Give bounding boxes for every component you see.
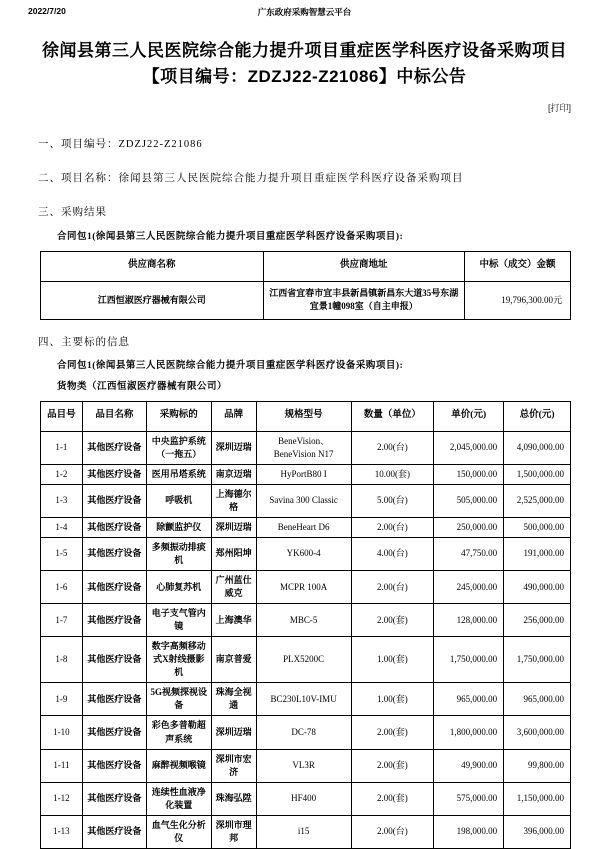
- table-cell: 1-11: [41, 749, 83, 782]
- table-cell: 深圳市理邦: [211, 815, 256, 848]
- table-cell: 1.00(套): [351, 683, 434, 716]
- table-cell: 广州蓝仕威克: [211, 571, 256, 604]
- header-row: [41, 251, 571, 281]
- table-cell: 除颤监护仪: [146, 517, 211, 537]
- table-cell: 2.00(套): [351, 716, 434, 749]
- table-cell: MCPR 100A: [256, 571, 351, 604]
- table-row: [41, 431, 571, 464]
- table-cell: 1-6: [41, 571, 83, 604]
- table-cell: 2,045,000.00: [434, 431, 504, 464]
- table-cell: 1-3: [41, 484, 83, 517]
- table-cell: 4.00(台): [351, 537, 434, 570]
- result-table-head: [41, 251, 571, 281]
- header-cell: 品目名称: [82, 401, 146, 431]
- items-table: [40, 401, 571, 849]
- table-cell: DC-78: [256, 716, 351, 749]
- table-cell: 1-5: [41, 537, 83, 570]
- table-cell: 505,000.00: [434, 484, 504, 517]
- table-cell: 连续性血液净化装置: [146, 782, 211, 815]
- table-cell: 中央监护系统（一拖五）: [146, 431, 211, 464]
- section-main-info-heading: 四、主要标的信息: [38, 336, 130, 348]
- table-cell: 1-9: [41, 683, 83, 716]
- table-cell: 1-10: [41, 716, 83, 749]
- table-cell: HyPortB80 I: [256, 464, 351, 484]
- table-cell: 490,000.00: [504, 571, 571, 604]
- table-cell: 呼吸机: [146, 484, 211, 517]
- header-cell: 供应商地址: [263, 251, 464, 281]
- table-cell: 1,150,000.00: [504, 782, 571, 815]
- table-cell: 其他医疗设备: [82, 782, 146, 815]
- table-cell: 其他医疗设备: [82, 464, 146, 484]
- print-link-row: [0, 101, 609, 114]
- table-cell: 3,600,000.00: [504, 716, 571, 749]
- table-cell: 彩色多普勒超声系统: [146, 716, 211, 749]
- table-cell: 南京普爱: [211, 637, 256, 683]
- table-cell: 其他医疗设备: [82, 815, 146, 848]
- table-row: [41, 637, 571, 683]
- table-cell: 其他医疗设备: [82, 517, 146, 537]
- table-cell: PLX5200C: [256, 637, 351, 683]
- table-row: [41, 537, 571, 570]
- table-cell: MBC-5: [256, 604, 351, 637]
- table-cell: 医用吊塔系统: [146, 464, 211, 484]
- table-cell: 南京迈瑞: [211, 464, 256, 484]
- table-row: [41, 815, 571, 848]
- table-cell: 2.00(台): [351, 571, 434, 604]
- section-project-number: 一、项目编号：ZDZJ22-Z21086: [38, 138, 203, 150]
- table-cell: 2.00(台): [351, 517, 434, 537]
- header-cell: 供应商名称: [41, 251, 264, 281]
- table-cell: Savina 300 Classic: [256, 484, 351, 517]
- print-button[interactable]: [打印]: [547, 102, 571, 113]
- table-cell: 1-2: [41, 464, 83, 484]
- table-cell: 2.00(台): [351, 431, 434, 464]
- header-cell: 总价(元): [504, 401, 571, 431]
- table-cell: 1-8: [41, 637, 83, 683]
- table-cell: 4,090,000.00: [504, 431, 571, 464]
- table-cell: 多频振动排痰机: [146, 537, 211, 570]
- table-cell: 396,000.00: [504, 815, 571, 848]
- table-cell: 1,750,000.00: [504, 637, 571, 683]
- table-cell: 1.00(套): [351, 637, 434, 683]
- result-table: [40, 251, 571, 320]
- header-cell: 规格型号: [256, 401, 351, 431]
- header-cell: 采购标的: [146, 401, 211, 431]
- table-cell: HF400: [256, 782, 351, 815]
- table-cell: 49,900.00: [434, 749, 504, 782]
- table-cell: 1,750,000.00: [434, 637, 504, 683]
- header-row: [41, 401, 571, 431]
- table-row: [41, 683, 571, 716]
- table-cell: 2,525,000.00: [504, 484, 571, 517]
- table-cell: 血气生化分析仪: [146, 815, 211, 848]
- table-cell: 1-13: [41, 815, 83, 848]
- header-cell: 数量（单位）: [351, 401, 434, 431]
- table-row: [41, 517, 571, 537]
- table-cell: 深圳市宏济: [211, 749, 256, 782]
- table-cell: 深圳迈瑞: [211, 517, 256, 537]
- table-cell: 上海澳华: [211, 604, 256, 637]
- table-cell: 245,000.00: [434, 571, 504, 604]
- table-row: [41, 782, 571, 815]
- table-row: [41, 464, 571, 484]
- table-cell: YK600-4: [256, 537, 351, 570]
- table-cell: 江西恒淑医疗器械有限公司: [41, 281, 264, 319]
- table-cell: 1-12: [41, 782, 83, 815]
- table-cell: 191,000.00: [504, 537, 571, 570]
- table-cell: 心肺复苏机: [146, 571, 211, 604]
- table-cell: 2.00(台): [351, 815, 434, 848]
- table-cell: 965,000.00: [434, 683, 504, 716]
- header-cell: 单价(元): [434, 401, 504, 431]
- table-cell: 128,000.00: [434, 604, 504, 637]
- table-cell: BC230L10V-IMU: [256, 683, 351, 716]
- table-cell: 深圳迈瑞: [211, 716, 256, 749]
- table-cell: BeneVision、BeneVision N17: [256, 431, 351, 464]
- table-cell: 深圳迈瑞: [211, 431, 256, 464]
- table-cell: 575,000.00: [434, 782, 504, 815]
- print-header: [0, 6, 609, 18]
- table-cell: 19,796,300.00元: [464, 281, 570, 319]
- table-cell: 250,000.00: [434, 517, 504, 537]
- table-row: [41, 749, 571, 782]
- goods-line: 货物类（江西恒淑医疗器械有限公司）: [57, 381, 228, 392]
- header-cell: 品目号: [41, 401, 83, 431]
- table-cell: 965,000.00: [504, 683, 571, 716]
- items-table-body: [41, 431, 571, 848]
- table-row: [41, 571, 571, 604]
- table-cell: 256,000.00: [504, 604, 571, 637]
- table-cell: 其他医疗设备: [82, 749, 146, 782]
- table-cell: 1-7: [41, 604, 83, 637]
- section-result-heading: 三、采购结果: [38, 206, 107, 218]
- print-date: 2022/7/20: [28, 6, 66, 16]
- table-cell: 数字高频移动式X射线摄影机: [146, 637, 211, 683]
- table-cell: 47,750.00: [434, 537, 504, 570]
- header-cell: 中标（成交）金额: [464, 251, 570, 281]
- table-cell: 99,800.00: [504, 749, 571, 782]
- result-package-line: 合同包1(徐闻县第三人民医院综合能力提升项目重症医学科医疗设备采购项目):: [57, 231, 404, 242]
- table-cell: 其他医疗设备: [82, 537, 146, 570]
- table-cell: 珠海全视通: [211, 683, 256, 716]
- result-table-body: [41, 281, 571, 319]
- table-cell: 郑州阳坤: [211, 537, 256, 570]
- table-cell: 江西省宜春市宜丰县新昌镇新昌东大道35号东湖宜景1幢098室（自主申报）: [263, 281, 464, 319]
- table-cell: 珠海弘陞: [211, 782, 256, 815]
- table-row: [41, 604, 571, 637]
- table-cell: 1,500,000.00: [504, 464, 571, 484]
- page-title: 徐闻县第三人民医院综合能力提升项目重症医学科医疗设备采购项目【项目编号：ZDZJ22-Z21086】中标公告: [42, 41, 567, 87]
- table-cell: 其他医疗设备: [82, 571, 146, 604]
- main-info-package-line: 合同包1(徐闻县第三人民医院综合能力提升项目重症医学科医疗设备采购项目):: [57, 360, 404, 371]
- header-cell: 品牌: [211, 401, 256, 431]
- table-cell: 2.00(套): [351, 604, 434, 637]
- table-cell: 上海德尔格: [211, 484, 256, 517]
- table-row: [41, 484, 571, 517]
- table-cell: 其他医疗设备: [82, 484, 146, 517]
- table-cell: 5.00(台): [351, 484, 434, 517]
- table-cell: BeneHeart D6: [256, 517, 351, 537]
- table-row: [41, 716, 571, 749]
- section-project-name: 二、项目名称：徐闻县第三人民医院综合能力提升项目重症医学科医疗设备采购项目: [38, 172, 464, 184]
- table-cell: 其他医疗设备: [82, 431, 146, 464]
- platform-title: 广东政府采购智慧云平台: [257, 7, 352, 17]
- table-cell: 10.00(套): [351, 464, 434, 484]
- table-cell: 其他医疗设备: [82, 716, 146, 749]
- table-cell: 1-4: [41, 517, 83, 537]
- table-row: [41, 281, 571, 319]
- items-table-head: [41, 401, 571, 431]
- table-cell: 其他医疗设备: [82, 683, 146, 716]
- table-cell: 其他医疗设备: [82, 637, 146, 683]
- table-cell: 1,800,000.00: [434, 716, 504, 749]
- table-cell: 2.00(套): [351, 749, 434, 782]
- table-cell: 麻醉视频喉镜: [146, 749, 211, 782]
- table-cell: 1-1: [41, 431, 83, 464]
- table-cell: 150,000.00: [434, 464, 504, 484]
- table-cell: i15: [256, 815, 351, 848]
- table-cell: 198,000.00: [434, 815, 504, 848]
- table-cell: 其他医疗设备: [82, 604, 146, 637]
- table-cell: 5G视频探视设备: [146, 683, 211, 716]
- table-cell: VL3R: [256, 749, 351, 782]
- table-cell: 500,000.00: [504, 517, 571, 537]
- table-cell: 电子支气管内镜: [146, 604, 211, 637]
- table-cell: 2.00(套): [351, 782, 434, 815]
